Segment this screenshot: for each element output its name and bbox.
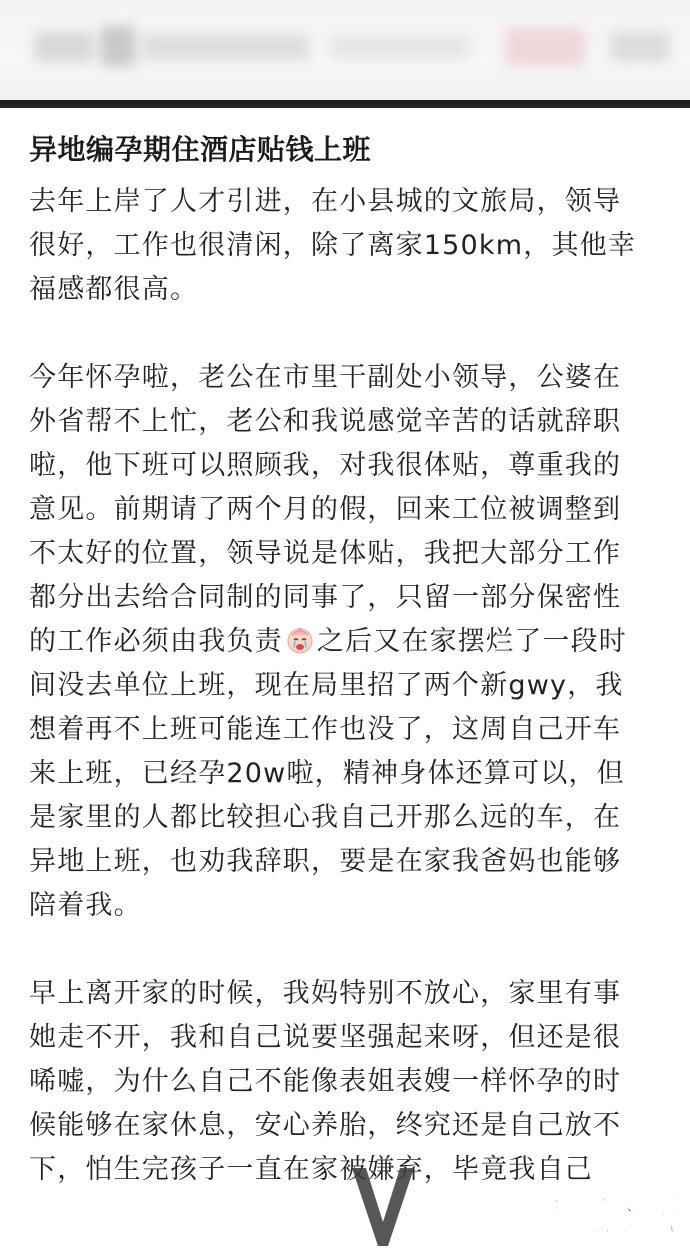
post-content [29,128,649,1192]
blurred-follow-button[interactable] [505,28,585,66]
paragraph-text: 早上离开家的时候，我妈特别不放心，家里有事 她走不开，我和自己说要坚强起来呀，但还是很 唏嘘，为什么自己不能像表姐表嫂一样怀孕的时 候能够在家休息，安心养胎，终究还是自己放不 下，怕生完孩子一直在家被嫌弃，毕竟我自己 [29,978,622,1185]
crying-baby-icon [285,625,315,655]
blurred-element [100,26,136,66]
post-title: 异地编孕期住酒店贴钱上班 [29,133,372,166]
watermark-text: 青遇论坛 [494,1191,678,1242]
post-paragraph-1 [29,180,649,312]
blurred-meta [330,36,470,58]
paragraph-text: 今年怀孕啦，老公在市里干副处小领导，公婆在 外省帮不上忙，老公和我说感觉辛苦的话就辞职 啦，他下班可以照顾我，对我很体贴，尊重我的 意见。前期请了两个月的假，回来工位被调整到 不太好的位置，领导说是体贴，我把大部分工作 都分出去给合同制的同事了，只留一部分保密性 的工作必须由我负责 [29,362,622,657]
forum-watermark [348,1160,678,1250]
paragraph-text-continued: 之后又在家摆烂了一段时 间没去单位上班，现在局里招了两个新gwy，我 想着再不上班可能连工作也没了，这周自己开车 来上班，已经孕20w啦，精神身体还算可以，但 是家里的人都比较担心我自己开那么远的车，在 异地上班，也劝我辞职，要是在家我爸妈也能够 陪着我。 [29,626,628,921]
blurred-header-bar [0,0,690,100]
blurred-avatar [34,32,94,62]
post-paragraph-3 [29,972,649,1192]
watermark-v-logo-icon [348,1160,418,1250]
blurred-more-icon[interactable] [610,32,670,62]
paragraph-text: 去年上岸了人才引进，在小县城的文旅局，领导 很好，工作也很清闲，除了离家150km，其他幸 福感都很高。 [29,186,637,305]
header-divider [0,100,690,108]
blurred-username [140,34,310,60]
post-paragraph-2 [29,356,649,928]
